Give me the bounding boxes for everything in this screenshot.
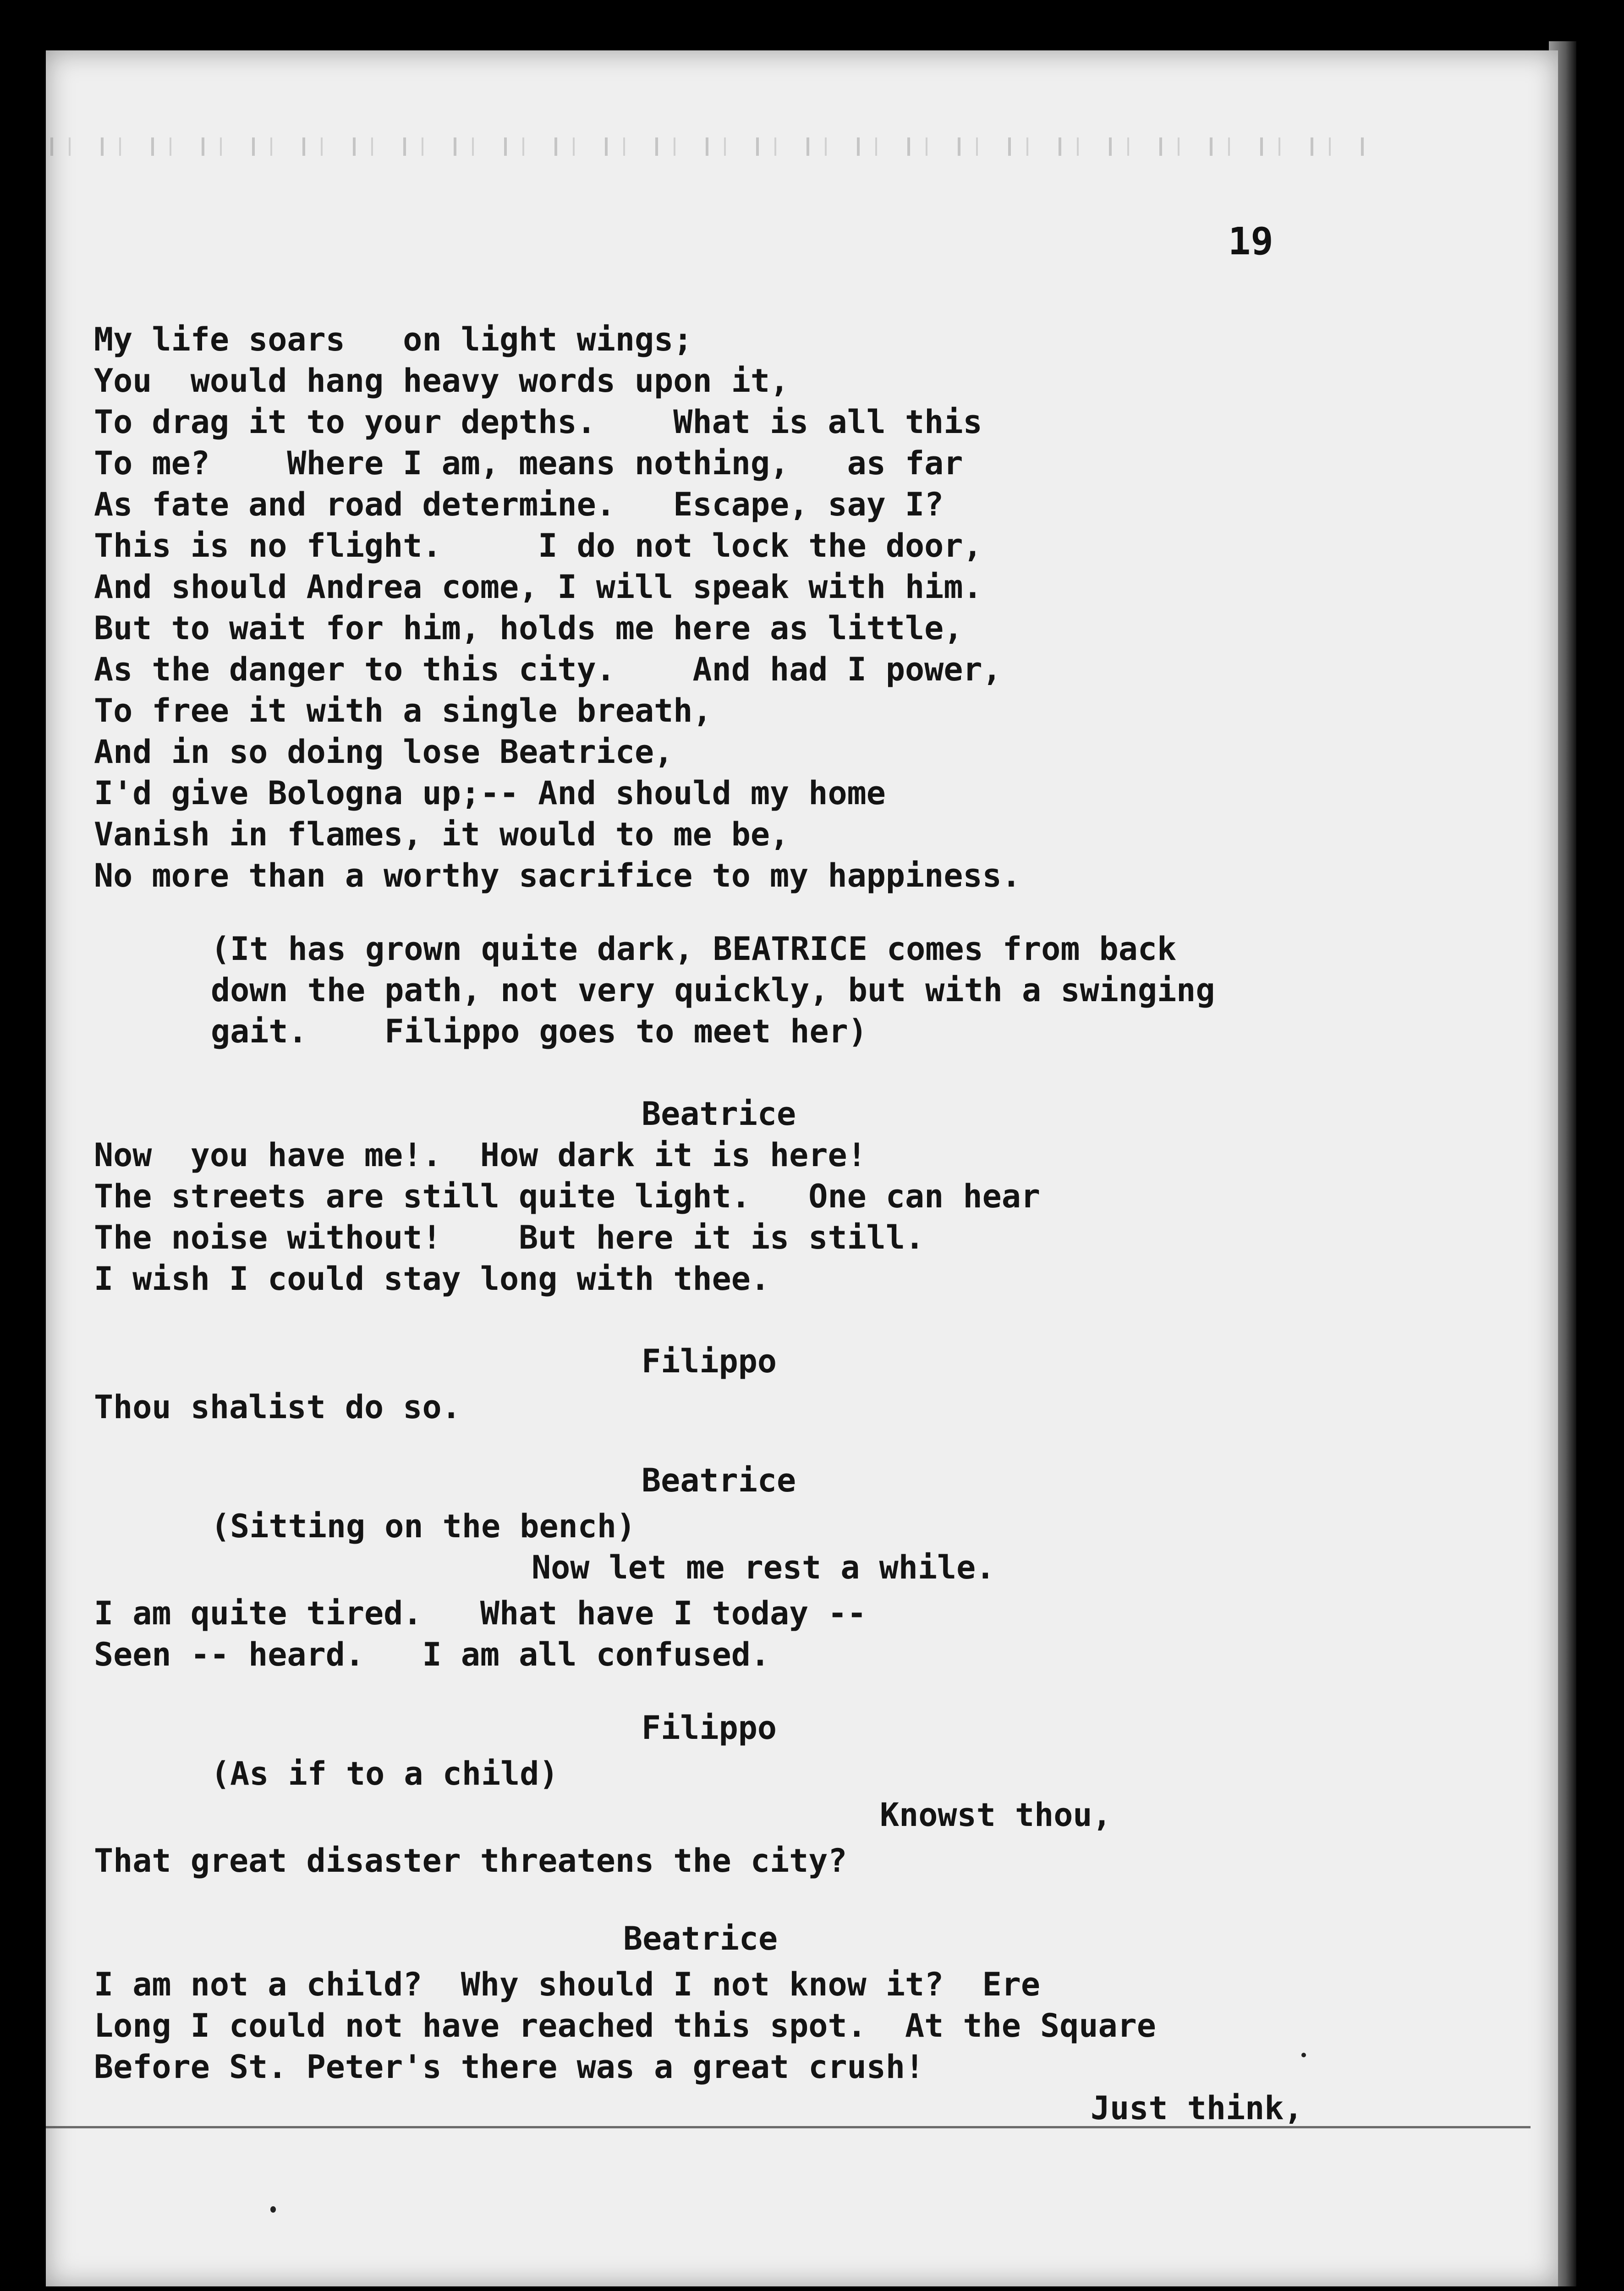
stage-direction: (It has grown quite dark, BEATRICE comes from back <box>211 930 1177 968</box>
page-number: 19 <box>1228 220 1273 263</box>
stage-direction: gait. Filippo goes to meet her) <box>211 1013 867 1050</box>
text-line: To me? Where I am, means nothing, as far <box>94 444 963 482</box>
text-line: That great disaster threatens the city? <box>94 1842 847 1880</box>
stage-direction: down the path, not very quickly, but with a swinging <box>211 971 1215 1009</box>
text-line: The streets are still quite light. One can hear <box>94 1178 1041 1215</box>
stage-direction: (Sitting on the bench) <box>211 1507 636 1545</box>
text-line: I am not a child? Why should I not know it? Ere <box>94 1966 1041 2003</box>
text-line: This is no flight. I do not lock the door, <box>94 527 982 565</box>
stage-direction: (As if to a child) <box>211 1755 559 1792</box>
text-line: No more than a worthy sacrifice to my happiness. <box>94 857 1021 894</box>
speaker-name: Filippo <box>642 1709 777 1747</box>
text-line: Vanish in flames, it would to me be, <box>94 816 790 853</box>
text-line: My life soars on light wings; <box>94 321 693 358</box>
text-line: Now let me rest a while. <box>532 1549 995 1586</box>
text-line: Now you have me!. How dark it is here! <box>94 1136 867 1174</box>
speaker-name: Beatrice <box>623 1920 778 1957</box>
text-line: As fate and road determine. Escape, say I? <box>94 486 944 523</box>
header-noise <box>50 137 1379 156</box>
text-line: Just think, <box>1091 2089 1303 2127</box>
text-line: The noise without! But here it is still. <box>94 1219 925 1256</box>
text-line: But to wait for him, holds me here as little, <box>94 609 963 647</box>
speaker-name: Beatrice <box>642 1462 796 1499</box>
text-line: As the danger to this city. And had I power, <box>94 651 1002 688</box>
speaker-name: Filippo <box>642 1343 777 1380</box>
text-line: I wish I could stay long with thee. <box>94 1260 770 1298</box>
ink-mark <box>1301 2053 1306 2057</box>
text-line: Long I could not have reached this spot. At the Square <box>94 2007 1156 2044</box>
page-fold-rule <box>46 2126 1531 2128</box>
text-line: Knowst thou, <box>880 1796 1112 1834</box>
text-line: Before St. Peter's there was a great crush! <box>94 2048 925 2086</box>
text-line: And should Andrea come, I will speak with him. <box>94 568 982 606</box>
speaker-name: Beatrice <box>642 1095 796 1133</box>
text-line: I am quite tired. What have I today -- <box>94 1595 867 1632</box>
text-line: To free it with a single breath, <box>94 692 712 729</box>
ink-dot <box>270 2206 276 2213</box>
text-line: You would hang heavy words upon it, <box>94 362 790 400</box>
text-line: And in so doing lose Beatrice, <box>94 733 674 771</box>
text-line: Seen -- heard. I am all confused. <box>94 1636 770 1673</box>
text-line: I'd give Bologna up;-- And should my home <box>94 774 886 812</box>
text-line: Thou shalist do so. <box>94 1388 461 1426</box>
text-line: To drag it to your depths. What is all this <box>94 403 982 441</box>
